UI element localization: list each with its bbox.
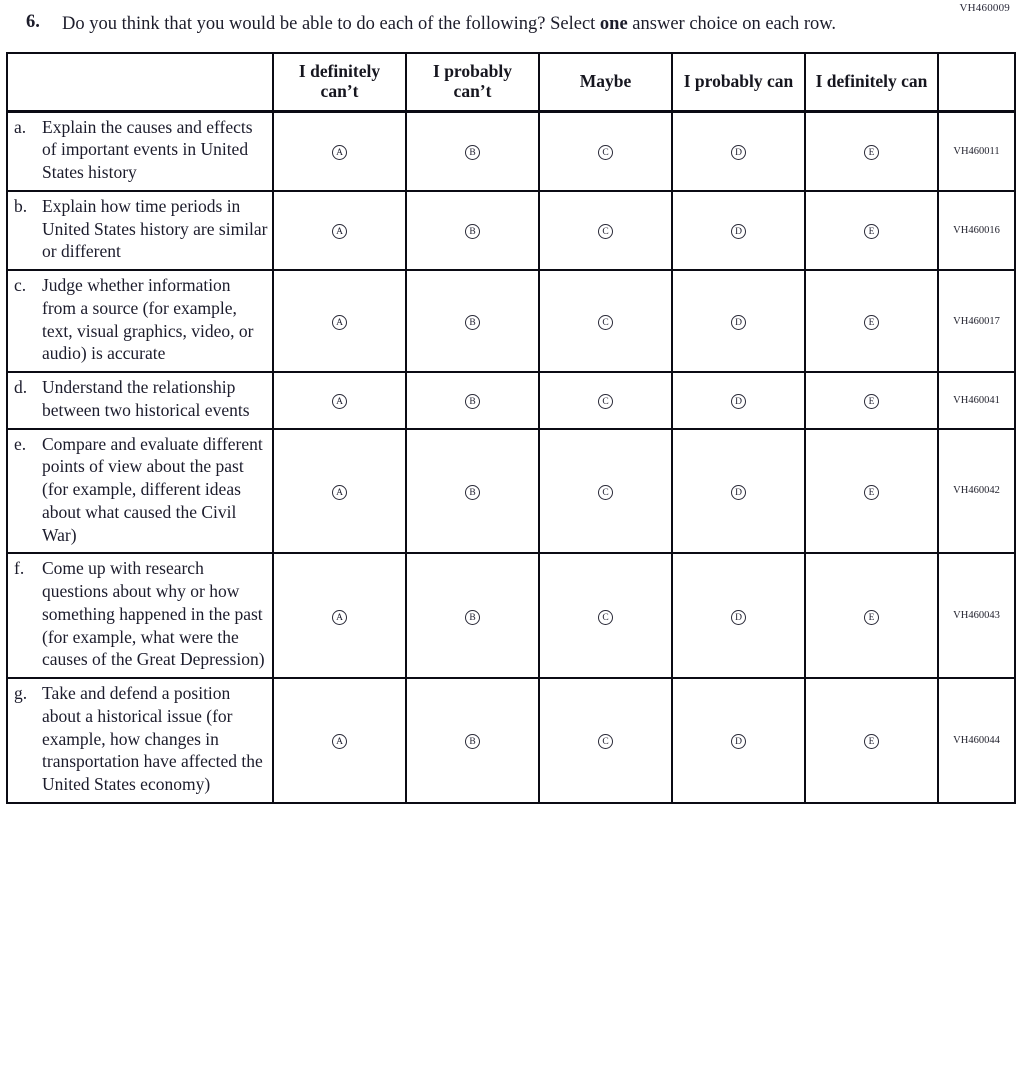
answer-cell (406, 372, 539, 429)
row-item-code: VH460016 (938, 191, 1015, 270)
answer-bubble-d[interactable]: D (731, 315, 746, 330)
answer-cell (539, 429, 672, 554)
answer-cell (406, 191, 539, 270)
answer-bubble-b[interactable]: B (465, 485, 480, 500)
row-text: Take and defend a position about a historical issue (for example, how changes in transportation have affected the United States economy) (42, 683, 263, 795)
row-text: Explain the causes and effects of important events in United States history (42, 116, 253, 183)
row-stem (7, 111, 273, 191)
answer-cell (805, 553, 938, 678)
row-letter: c. (14, 275, 27, 296)
answer-bubble-e[interactable]: E (864, 145, 879, 160)
table-row-c (7, 270, 1015, 372)
answer-cell (539, 553, 672, 678)
answer-bubble-a[interactable]: A (332, 734, 347, 749)
answer-cell (539, 191, 672, 270)
row-text: Judge whether information from a source (for example, text, visual graphics, video, or audio) is accurate (42, 275, 254, 364)
answer-bubble-d[interactable]: D (731, 734, 746, 749)
row-letter: e. (14, 433, 27, 454)
row-text: Compare and evaluate different points of view about the past (for example, different ideas about what caused the Civil War) (42, 433, 263, 545)
answer-cell (273, 372, 406, 429)
answer-cell (539, 372, 672, 429)
answer-bubble-c[interactable]: C (598, 485, 613, 500)
table-row-a (7, 111, 1015, 191)
answer-cell (273, 191, 406, 270)
answer-cell (539, 270, 672, 372)
answer-bubble-e[interactable]: E (864, 734, 879, 749)
row-text: Understand the relationship between two historical events (42, 377, 250, 420)
row-letter: g. (14, 683, 28, 704)
answer-bubble-a[interactable]: A (332, 394, 347, 409)
row-letter: f. (14, 558, 25, 579)
header-empty-stem (7, 53, 273, 111)
answer-bubble-d[interactable]: D (731, 224, 746, 239)
row-stem (7, 372, 273, 429)
answer-cell (805, 429, 938, 554)
row-stem (7, 553, 273, 678)
answer-cell (406, 429, 539, 554)
answer-cell (539, 678, 672, 803)
answer-bubble-d[interactable]: D (731, 394, 746, 409)
answer-cell (273, 429, 406, 554)
row-item-code: VH460044 (938, 678, 1015, 803)
row-item-code: VH460017 (938, 270, 1015, 372)
answer-cell (406, 111, 539, 191)
answer-cell (406, 678, 539, 803)
row-text: Explain how time periods in United States history are similar or different (42, 195, 268, 262)
answer-cell (805, 191, 938, 270)
answer-cell (672, 270, 805, 372)
row-item-code: VH460041 (938, 372, 1015, 429)
column-header-probably-can: I probably can (672, 53, 805, 111)
answer-cell (672, 372, 805, 429)
answer-bubble-c[interactable]: C (598, 394, 613, 409)
row-stem (7, 429, 273, 554)
header-empty-code (938, 53, 1015, 111)
answer-bubble-e[interactable]: E (864, 394, 879, 409)
answer-cell (805, 270, 938, 372)
table-row-b (7, 191, 1015, 270)
answer-bubble-d[interactable]: D (731, 145, 746, 160)
answer-bubble-d[interactable]: D (731, 485, 746, 500)
answer-cell (672, 429, 805, 554)
answer-bubble-b[interactable]: B (465, 145, 480, 160)
answer-bubble-a[interactable]: A (332, 485, 347, 500)
answer-bubble-c[interactable]: C (598, 145, 613, 160)
answer-bubble-e[interactable]: E (864, 224, 879, 239)
answer-bubble-d[interactable]: D (731, 610, 746, 625)
answer-cell (672, 678, 805, 803)
row-text: Come up with research questions about why or how something happened in the past (for example, what were the causes of the Great Depression) (42, 558, 265, 670)
row-stem (7, 191, 273, 270)
answer-cell (672, 111, 805, 191)
question-text-after: answer choice on each row. (627, 14, 837, 34)
answer-cell (805, 372, 938, 429)
row-stem (7, 678, 273, 803)
question-text-bold: one (599, 14, 628, 34)
answer-bubble-b[interactable]: B (465, 610, 480, 625)
question-text-before: Do you think that you would be able to do each of the following? Select (62, 14, 600, 34)
answer-bubble-b[interactable]: B (465, 224, 480, 239)
table-row-d (7, 372, 1015, 429)
row-stem (7, 270, 273, 372)
answer-cell (672, 553, 805, 678)
answer-cell (672, 191, 805, 270)
column-header-definitely-can: I definitely can (805, 53, 938, 111)
answer-bubble-e[interactable]: E (864, 485, 879, 500)
answer-bubble-b[interactable]: B (465, 315, 480, 330)
answer-bubble-e[interactable]: E (864, 610, 879, 625)
answer-cell (406, 553, 539, 678)
question-text (62, 12, 836, 36)
column-header-probably-cant: I probably can’t (406, 53, 539, 111)
answer-cell (273, 111, 406, 191)
row-letter: a. (14, 116, 27, 137)
answer-bubble-c[interactable]: C (598, 734, 613, 749)
answer-cell (805, 111, 938, 191)
table-row-e (7, 429, 1015, 554)
answer-cell (805, 678, 938, 803)
answer-bubble-a[interactable]: A (332, 610, 347, 625)
answer-bubble-c[interactable]: C (598, 315, 613, 330)
table-row-f (7, 553, 1015, 678)
answer-bubble-a[interactable]: A (332, 224, 347, 239)
row-item-code: VH460042 (938, 429, 1015, 554)
row-item-code: VH460011 (938, 111, 1015, 191)
answer-cell (273, 678, 406, 803)
question-number: 6. (26, 12, 40, 32)
question-block (0, 0, 1020, 36)
answer-bubble-c[interactable]: C (598, 224, 613, 239)
column-header-definitely-cant: I definitely can’t (273, 53, 406, 111)
header-row (7, 53, 1015, 111)
answer-cell (273, 553, 406, 678)
column-header-maybe: Maybe (539, 53, 672, 111)
answer-bubble-e[interactable]: E (864, 315, 879, 330)
answer-cell (406, 270, 539, 372)
table-row-g (7, 678, 1015, 803)
answer-cell (539, 111, 672, 191)
answer-bubble-c[interactable]: C (598, 610, 613, 625)
answer-grid (6, 52, 1016, 803)
answer-bubble-a[interactable]: A (332, 315, 347, 330)
page-accession-code: VH460009 (959, 2, 1010, 14)
answer-bubble-a[interactable]: A (332, 145, 347, 160)
answer-cell (273, 270, 406, 372)
row-letter: d. (14, 377, 28, 398)
answer-bubble-b[interactable]: B (465, 734, 480, 749)
row-letter: b. (14, 195, 28, 216)
row-item-code: VH460043 (938, 553, 1015, 678)
answer-bubble-b[interactable]: B (465, 394, 480, 409)
